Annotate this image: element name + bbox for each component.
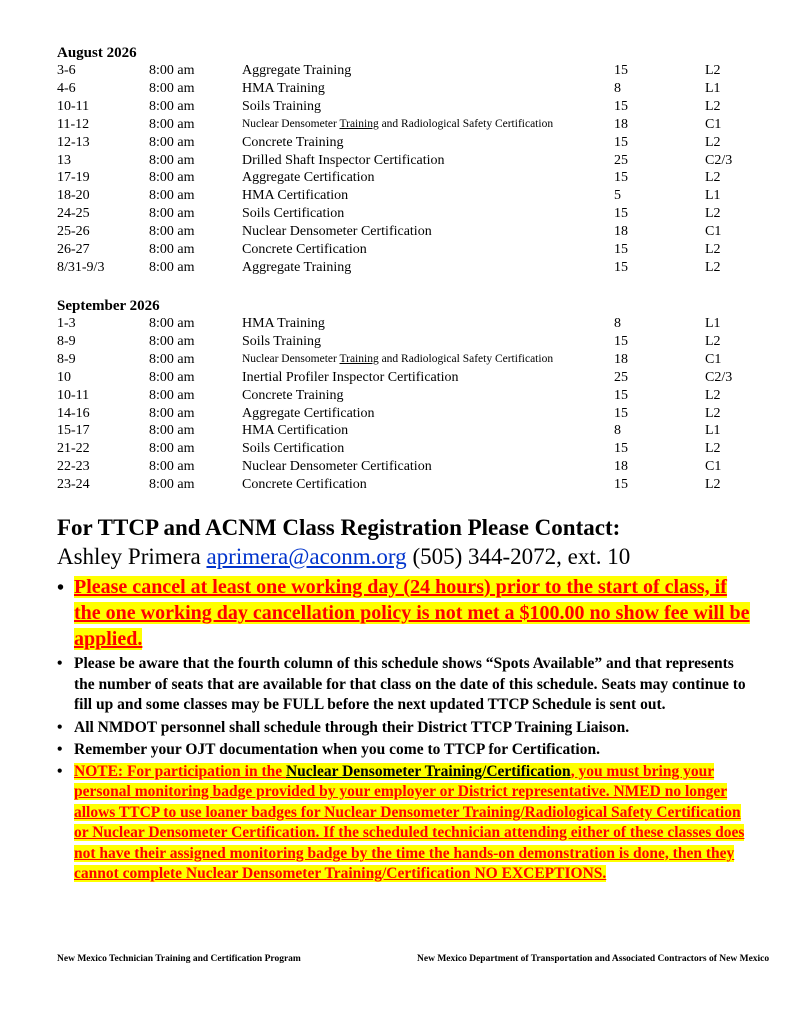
table-row <box>57 405 765 423</box>
table-row <box>57 440 765 458</box>
class-date: 10 <box>57 369 71 385</box>
class-date: 10-11 <box>57 98 90 114</box>
note-nmdot-text: All NMDOT personnel shall schedule through their District TTCP Training Liaison. <box>74 718 630 736</box>
spots-available: 18 <box>614 351 628 367</box>
note-ojt-text: Remember your OJT documentation when you come to TTCP for Certification. <box>74 741 600 758</box>
class-level: L1 <box>705 188 721 204</box>
class-level: L1 <box>705 423 721 439</box>
spots-available: 18 <box>614 459 628 475</box>
table-row <box>57 259 765 277</box>
contact-name: Ashley Primera <box>57 544 201 569</box>
note-spots-available <box>57 654 757 716</box>
class-level: L2 <box>705 405 721 421</box>
class-level: L1 <box>705 80 721 96</box>
table-row <box>57 387 765 405</box>
class-time: 8:00 am <box>149 170 195 186</box>
class-name-part: Nuclear Densometer <box>242 117 340 130</box>
class-level: L2 <box>705 441 721 457</box>
class-date: 10-11 <box>57 387 90 403</box>
class-level: C2/3 <box>705 369 733 385</box>
class-date: 11-12 <box>57 116 90 132</box>
footer-right: New Mexico Department of Transportation and Associated Contractors of New Mexico <box>417 954 770 964</box>
class-date: 23-24 <box>57 477 90 493</box>
class-level: L2 <box>705 98 721 114</box>
class-date: 17-19 <box>57 170 90 186</box>
table-row <box>57 134 765 152</box>
class-level: L2 <box>705 387 721 403</box>
note-cancellation-text: Please cancel at least one working day (24 hours) prior to the start of class, if the one working day cancellation policy is not met a $100.00 no show fee will be applied. <box>74 576 750 650</box>
class-name: Soils Training <box>242 98 321 114</box>
class-time: 8:00 am <box>149 369 195 385</box>
class-name-underlined: Training <box>339 117 379 130</box>
class-level: L2 <box>705 477 721 493</box>
table-row <box>57 62 765 80</box>
class-name: Soils Certification <box>242 206 345 222</box>
class-date: 14-16 <box>57 405 90 421</box>
contact-phone: (505) 344-2072, ext. 10 <box>412 544 631 569</box>
contact-line <box>57 543 630 571</box>
spots-available: 18 <box>614 116 628 132</box>
table-row <box>57 333 765 351</box>
class-date: 25-26 <box>57 224 90 240</box>
class-name: Concrete Certification <box>242 477 367 493</box>
class-date: 12-13 <box>57 134 90 150</box>
spots-available: 25 <box>614 152 628 168</box>
table-row <box>57 205 765 223</box>
class-name: Soils Training <box>242 333 321 349</box>
bullet-icon: • <box>57 655 63 672</box>
class-time: 8:00 am <box>149 441 195 457</box>
class-level: L2 <box>705 259 721 275</box>
spots-available: 8 <box>614 80 621 96</box>
class-name: HMA Certification <box>242 188 349 204</box>
class-date: 3-6 <box>57 63 76 78</box>
class-level: C1 <box>705 351 722 367</box>
spots-available: 15 <box>614 441 628 457</box>
class-name-part: and Radiological Safety Certification <box>378 117 554 130</box>
class-name: Aggregate Training <box>242 259 352 275</box>
class-name-part: and Radiological Safety Certification <box>378 352 554 365</box>
spots-available: 8 <box>614 316 621 331</box>
class-date: 8/31-9/3 <box>57 259 105 275</box>
class-time: 8:00 am <box>149 351 195 367</box>
class-name: HMA Certification <box>242 423 349 439</box>
class-name: Nuclear Densometer Certification <box>242 224 432 240</box>
bullet-icon: • <box>57 577 65 599</box>
note-cancellation <box>57 574 757 652</box>
schedule-table-august <box>57 62 765 277</box>
class-time: 8:00 am <box>149 459 195 475</box>
table-row <box>57 169 765 187</box>
table-row <box>57 116 765 134</box>
class-level: L1 <box>705 316 721 331</box>
spots-available: 15 <box>614 170 628 186</box>
class-level: L2 <box>705 242 721 258</box>
table-row <box>57 187 765 205</box>
contact-email-link[interactable]: aprimera@aconm.org <box>206 544 407 569</box>
bullet-icon: • <box>57 718 63 736</box>
class-name-part: Nuclear Densometer <box>242 352 340 365</box>
spots-available: 15 <box>614 387 628 403</box>
table-row <box>57 458 765 476</box>
class-name <box>242 116 614 134</box>
class-date: 26-27 <box>57 242 90 258</box>
class-name: Soils Certification <box>242 441 345 457</box>
class-name <box>242 351 614 369</box>
note-badge-suffix: , you must bring your personal monitoring badge provided by your employer or District representative. NMED no longer allows TTCP to use loaner badges for Nuclear Densometer Training/Radiological Safety Certification or Nuclear Densometer Certification. If the scheduled technician attending either of these classes does not have their assigned monitoring badge by the time the hands-on demonstration is done, then they cannot complete Nuclear Densometer Training/Certification NO EXCEPTIONS. <box>74 762 745 882</box>
class-date: 4-6 <box>57 80 76 96</box>
notes-list <box>57 574 757 885</box>
class-name: Concrete Certification <box>242 242 367 258</box>
class-time: 8:00 am <box>149 206 195 222</box>
table-row <box>57 223 765 241</box>
class-name: Aggregate Certification <box>242 405 375 421</box>
class-time: 8:00 am <box>149 242 195 258</box>
table-row <box>57 241 765 259</box>
class-date: 21-22 <box>57 441 90 457</box>
class-time: 8:00 am <box>149 423 195 439</box>
spots-available: 15 <box>614 63 628 78</box>
table-row <box>57 152 765 170</box>
class-name: HMA Training <box>242 80 325 96</box>
class-date: 24-25 <box>57 206 90 222</box>
class-date: 1-3 <box>57 316 76 331</box>
spots-available: 15 <box>614 405 628 421</box>
table-row <box>57 98 765 116</box>
spots-available: 25 <box>614 369 628 385</box>
bullet-icon: • <box>57 762 63 780</box>
class-time: 8:00 am <box>149 224 195 240</box>
class-date: 8-9 <box>57 351 76 367</box>
class-level: C1 <box>705 459 722 475</box>
class-time: 8:00 am <box>149 98 195 114</box>
table-row <box>57 80 765 98</box>
table-row <box>57 315 765 333</box>
class-time: 8:00 am <box>149 405 195 421</box>
month-heading-august: August 2026 <box>57 45 137 61</box>
spots-available: 15 <box>614 477 628 493</box>
spots-available: 15 <box>614 206 628 222</box>
note-spots-text: Please be aware that the fourth column of this schedule shows “Spots Available” and that represents the number of seats that are available for that class on the date of this schedule. Seats may continue to fill up and some classes may be FULL before the next updated TTCP Schedule is sent out. <box>74 655 746 713</box>
class-date: 13 <box>57 152 71 168</box>
note-badge-course: Nuclear Densometer Training/Certification <box>285 762 571 780</box>
table-row <box>57 422 765 440</box>
table-row <box>57 351 765 369</box>
note-ojt <box>57 740 757 761</box>
class-level: C1 <box>705 116 722 132</box>
class-time: 8:00 am <box>149 63 195 78</box>
class-name: HMA Training <box>242 316 325 331</box>
class-name: Inertial Profiler Inspector Certification <box>242 369 459 385</box>
class-time: 8:00 am <box>149 477 195 493</box>
class-date: 15-17 <box>57 423 90 439</box>
class-time: 8:00 am <box>149 333 195 349</box>
class-time: 8:00 am <box>149 116 195 132</box>
class-date: 22-23 <box>57 459 90 475</box>
spots-available: 15 <box>614 242 628 258</box>
spots-available: 15 <box>614 98 628 114</box>
spots-available: 8 <box>614 423 621 439</box>
class-level: C2/3 <box>705 152 733 168</box>
spots-available: 15 <box>614 134 628 150</box>
footer-left: New Mexico Technician Training and Certification Program <box>57 954 301 964</box>
class-name: Aggregate Certification <box>242 170 375 186</box>
spots-available: 15 <box>614 333 628 349</box>
note-badge-prefix: NOTE: For participation in the <box>74 762 286 780</box>
class-level: L2 <box>705 333 721 349</box>
table-row <box>57 369 765 387</box>
class-name-underlined: Training <box>339 352 379 365</box>
class-level: L2 <box>705 63 721 78</box>
spots-available: 5 <box>614 188 621 204</box>
class-level: L2 <box>705 134 721 150</box>
contact-heading: For TTCP and ACNM Class Registration Please Contact: <box>57 515 621 540</box>
class-date: 18-20 <box>57 188 90 204</box>
class-name: Concrete Training <box>242 387 344 403</box>
schedule-table-september <box>57 315 765 494</box>
class-level: L2 <box>705 170 721 186</box>
class-time: 8:00 am <box>149 316 195 331</box>
class-time: 8:00 am <box>149 80 195 96</box>
class-time: 8:00 am <box>149 259 195 275</box>
spots-available: 15 <box>614 259 628 275</box>
bullet-icon: • <box>57 741 63 758</box>
class-time: 8:00 am <box>149 387 195 403</box>
note-nmdot <box>57 718 757 739</box>
note-badge <box>57 762 757 885</box>
class-date: 8-9 <box>57 333 76 349</box>
month-heading-september: September 2026 <box>57 298 160 314</box>
class-name: Concrete Training <box>242 134 344 150</box>
spots-available: 18 <box>614 224 628 240</box>
table-row <box>57 476 765 494</box>
class-time: 8:00 am <box>149 188 195 204</box>
class-level: C1 <box>705 224 722 240</box>
class-name: Drilled Shaft Inspector Certification <box>242 152 445 168</box>
class-name: Nuclear Densometer Certification <box>242 459 432 475</box>
class-time: 8:00 am <box>149 152 195 168</box>
class-time: 8:00 am <box>149 134 195 150</box>
class-name: Aggregate Training <box>242 63 352 78</box>
class-level: L2 <box>705 206 721 222</box>
